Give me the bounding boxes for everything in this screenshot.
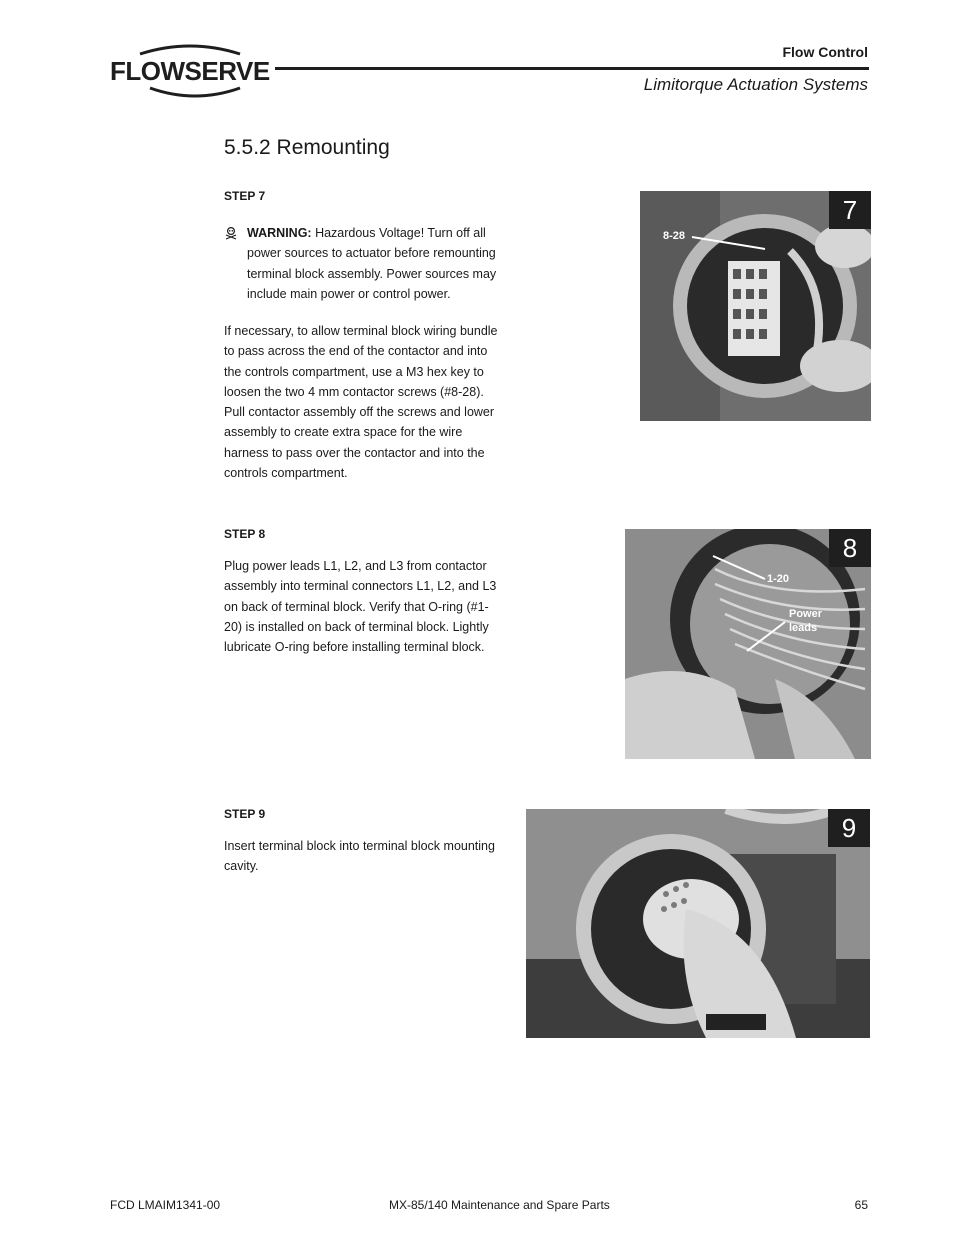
footer-doc-title: MX-85/140 Maintenance and Spare Parts (389, 1198, 610, 1212)
header-rule (275, 67, 869, 70)
flowserve-logo (110, 42, 270, 100)
hazard-skull-icon (224, 226, 238, 240)
step7-body: If necessary, to allow terminal block wiring bundle to pass across the end of the contactor and into the controls compartment, use a M3 hex key to loosen the two 4 mm contactor screws (#8-28). Pull contactor assembly off the screws and lower assembly to create extra space for the wire harness to pass over the contactor and into the controls compartment. (224, 324, 498, 481)
terminal-block-insertion-photo (526, 809, 870, 1038)
figure-8-number: 8 (829, 529, 871, 567)
step8-label: STEP 8 (224, 527, 266, 541)
step9-body: Insert terminal block into terminal block mounting cavity. (224, 839, 495, 874)
warning-label: WARNING: (247, 226, 312, 240)
warning-paragraph (247, 223, 507, 304)
callout-power-leads: Power leads (789, 608, 823, 634)
callout-1-20: 1-20 (767, 573, 790, 585)
header-subtitle: Limitorque Actuation Systems (643, 75, 868, 94)
section-title: 5.5.2 Remounting (224, 136, 390, 159)
step9-label: STEP 9 (224, 807, 266, 821)
figure-7-number: 7 (829, 191, 871, 229)
step8-body: Plug power leads L1, L2, and L3 from contactor assembly into terminal connectors L1, L2, and L3 on back of terminal block. Verify that O-ring (#1-20) is installed on back of terminal block. Lightly lubricate O-ring before installing terminal block. (224, 559, 497, 655)
step7-label: STEP 7 (224, 189, 266, 203)
footer-doc-code: FCD LMAIM1341-00 (110, 1198, 221, 1212)
warning-text: Hazardous Voltage! Turn off all power sources to actuator before remounting terminal block assembly. Power sources may include main power or control power. (247, 226, 497, 301)
footer-page-number: 65 (854, 1198, 868, 1212)
figure-7-photo (640, 191, 871, 421)
division-label: Flow Control (782, 44, 868, 60)
callout-8-28: 8-28 (663, 230, 686, 242)
figure-9-photo (526, 809, 870, 1038)
logo-text: FLOWSERVE (110, 56, 270, 86)
figure-9-number: 9 (828, 809, 870, 847)
figure-8-photo (625, 529, 871, 759)
